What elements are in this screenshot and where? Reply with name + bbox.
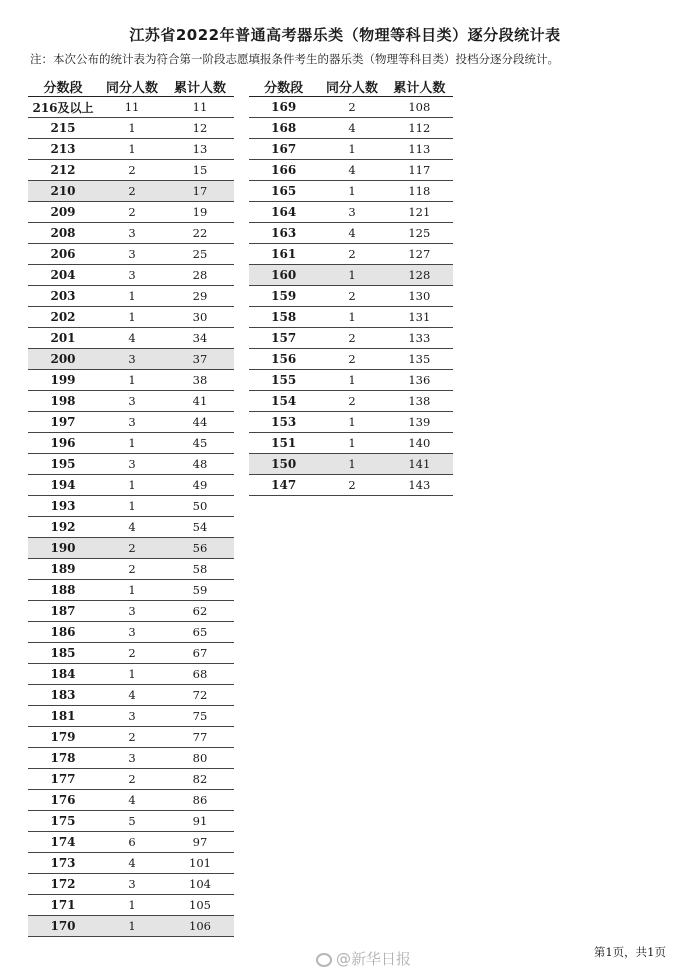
score-cell: 156 xyxy=(249,349,318,370)
table-row xyxy=(28,601,234,622)
count-cell: 3 xyxy=(98,622,166,643)
score-cell: 179 xyxy=(28,727,98,748)
score-cell: 160 xyxy=(249,265,318,286)
table-row xyxy=(28,811,234,832)
score-cell: 157 xyxy=(249,328,318,349)
table-header-row xyxy=(249,76,453,97)
count-cell: 2 xyxy=(318,391,385,412)
count-cell: 4 xyxy=(98,790,166,811)
cumulative-cell: 112 xyxy=(386,118,453,139)
table-row xyxy=(28,139,234,160)
count-cell: 3 xyxy=(98,748,166,769)
table-row xyxy=(28,118,234,139)
score-cell: 216及以上 xyxy=(28,97,98,118)
score-cell: 215 xyxy=(28,118,98,139)
score-cell: 161 xyxy=(249,244,318,265)
score-table-left xyxy=(28,76,234,937)
table-row xyxy=(28,286,234,307)
count-cell: 1 xyxy=(98,664,166,685)
cumulative-cell: 128 xyxy=(386,265,453,286)
cumulative-cell: 28 xyxy=(166,265,234,286)
table-row xyxy=(249,307,453,328)
count-cell: 5 xyxy=(98,811,166,832)
score-cell: 193 xyxy=(28,496,98,517)
table-row xyxy=(28,517,234,538)
table-row xyxy=(28,643,234,664)
count-cell: 1 xyxy=(98,916,166,937)
score-cell: 204 xyxy=(28,265,98,286)
count-cell: 3 xyxy=(98,349,166,370)
table-row xyxy=(249,370,453,391)
cumulative-cell: 48 xyxy=(166,454,234,475)
table-row xyxy=(249,433,453,454)
header-score: 分数段 xyxy=(28,76,98,97)
score-cell: 210 xyxy=(28,181,98,202)
count-cell: 1 xyxy=(98,307,166,328)
cumulative-cell: 29 xyxy=(166,286,234,307)
count-cell: 2 xyxy=(98,160,166,181)
page-number: 第1页，共1页 xyxy=(593,945,666,959)
cumulative-cell: 143 xyxy=(386,475,453,496)
count-cell: 1 xyxy=(98,139,166,160)
score-table-right xyxy=(249,76,453,496)
cumulative-cell: 77 xyxy=(166,727,234,748)
table-row xyxy=(249,412,453,433)
score-cell: 202 xyxy=(28,307,98,328)
score-cell: 147 xyxy=(249,475,318,496)
count-cell: 1 xyxy=(98,118,166,139)
cumulative-cell: 25 xyxy=(166,244,234,265)
score-cell: 200 xyxy=(28,349,98,370)
score-cell: 163 xyxy=(249,223,318,244)
score-cell: 153 xyxy=(249,412,318,433)
cumulative-cell: 133 xyxy=(386,328,453,349)
count-cell: 2 xyxy=(318,349,385,370)
score-cell: 195 xyxy=(28,454,98,475)
score-cell: 175 xyxy=(28,811,98,832)
score-cell: 201 xyxy=(28,328,98,349)
cumulative-cell: 108 xyxy=(386,97,453,118)
cumulative-cell: 34 xyxy=(166,328,234,349)
count-cell: 1 xyxy=(318,181,385,202)
table-row xyxy=(28,349,234,370)
score-cell: 194 xyxy=(28,475,98,496)
cumulative-cell: 106 xyxy=(166,916,234,937)
score-cell: 176 xyxy=(28,790,98,811)
score-cell: 174 xyxy=(28,832,98,853)
cumulative-cell: 49 xyxy=(166,475,234,496)
count-cell: 3 xyxy=(98,412,166,433)
count-cell: 3 xyxy=(98,706,166,727)
table-row xyxy=(249,160,453,181)
cumulative-cell: 67 xyxy=(166,643,234,664)
table-row xyxy=(249,244,453,265)
score-cell: 171 xyxy=(28,895,98,916)
cumulative-cell: 19 xyxy=(166,202,234,223)
score-cell: 185 xyxy=(28,643,98,664)
table-row xyxy=(249,391,453,412)
count-cell: 4 xyxy=(318,160,385,181)
table-row xyxy=(28,391,234,412)
score-cell: 186 xyxy=(28,622,98,643)
table-row xyxy=(249,223,453,244)
cumulative-cell: 62 xyxy=(166,601,234,622)
count-cell: 2 xyxy=(318,286,385,307)
score-cell: 169 xyxy=(249,97,318,118)
header-cumulative: 累计人数 xyxy=(166,76,234,97)
table-row xyxy=(249,328,453,349)
count-cell: 1 xyxy=(318,265,385,286)
cumulative-cell: 86 xyxy=(166,790,234,811)
score-cell: 209 xyxy=(28,202,98,223)
header-count: 同分人数 xyxy=(98,76,166,97)
count-cell: 3 xyxy=(98,265,166,286)
count-cell: 4 xyxy=(318,118,385,139)
score-cell: 150 xyxy=(249,454,318,475)
cumulative-cell: 130 xyxy=(386,286,453,307)
cumulative-cell: 113 xyxy=(386,139,453,160)
table-row xyxy=(28,496,234,517)
cumulative-cell: 97 xyxy=(166,832,234,853)
score-cell: 208 xyxy=(28,223,98,244)
count-cell: 2 xyxy=(98,727,166,748)
count-cell: 1 xyxy=(98,475,166,496)
table-row xyxy=(28,265,234,286)
score-cell: 184 xyxy=(28,664,98,685)
count-cell: 2 xyxy=(98,769,166,790)
score-cell: 212 xyxy=(28,160,98,181)
cumulative-cell: 127 xyxy=(386,244,453,265)
table-row xyxy=(249,349,453,370)
score-cell: 177 xyxy=(28,769,98,790)
cumulative-cell: 22 xyxy=(166,223,234,244)
table-row xyxy=(28,202,234,223)
count-cell: 1 xyxy=(98,433,166,454)
table-row xyxy=(28,916,234,937)
cumulative-cell: 13 xyxy=(166,139,234,160)
table-row xyxy=(28,790,234,811)
table-row xyxy=(249,118,453,139)
score-cell: 155 xyxy=(249,370,318,391)
header-cumulative: 累计人数 xyxy=(386,76,453,97)
table-row xyxy=(28,559,234,580)
count-cell: 1 xyxy=(98,370,166,391)
score-cell: 196 xyxy=(28,433,98,454)
count-cell: 3 xyxy=(98,454,166,475)
count-cell: 2 xyxy=(318,475,385,496)
count-cell: 2 xyxy=(98,181,166,202)
cumulative-cell: 138 xyxy=(386,391,453,412)
count-cell: 6 xyxy=(98,832,166,853)
count-cell: 4 xyxy=(98,517,166,538)
table-row xyxy=(28,454,234,475)
score-cell: 203 xyxy=(28,286,98,307)
count-cell: 4 xyxy=(98,853,166,874)
score-cell: 170 xyxy=(28,916,98,937)
count-cell: 1 xyxy=(318,370,385,391)
cumulative-cell: 59 xyxy=(166,580,234,601)
cumulative-cell: 41 xyxy=(166,391,234,412)
table-row xyxy=(28,853,234,874)
score-cell: 188 xyxy=(28,580,98,601)
cumulative-cell: 91 xyxy=(166,811,234,832)
table-row xyxy=(28,685,234,706)
count-cell: 3 xyxy=(318,202,385,223)
table-row xyxy=(28,244,234,265)
score-cell: 187 xyxy=(28,601,98,622)
cumulative-cell: 17 xyxy=(166,181,234,202)
cumulative-cell: 45 xyxy=(166,433,234,454)
table-row xyxy=(28,874,234,895)
table-row xyxy=(28,475,234,496)
count-cell: 3 xyxy=(98,223,166,244)
score-cell: 192 xyxy=(28,517,98,538)
score-cell: 164 xyxy=(249,202,318,223)
score-cell: 198 xyxy=(28,391,98,412)
cumulative-cell: 135 xyxy=(386,349,453,370)
score-cell: 189 xyxy=(28,559,98,580)
score-cell: 183 xyxy=(28,685,98,706)
cumulative-cell: 44 xyxy=(166,412,234,433)
cumulative-cell: 101 xyxy=(166,853,234,874)
cumulative-cell: 139 xyxy=(386,412,453,433)
count-cell: 2 xyxy=(318,97,385,118)
cumulative-cell: 11 xyxy=(166,97,234,118)
cumulative-cell: 117 xyxy=(386,160,453,181)
cumulative-cell: 131 xyxy=(386,307,453,328)
table-row xyxy=(249,265,453,286)
count-cell: 3 xyxy=(98,874,166,895)
table-note: 注：本次公布的统计表为符合第一阶段志愿填报条件考生的器乐类（物理等科目类）投档分逐分段统计。 xyxy=(30,52,559,66)
cumulative-cell: 104 xyxy=(166,874,234,895)
table-row xyxy=(28,160,234,181)
table-row xyxy=(28,832,234,853)
weibo-icon xyxy=(316,953,332,967)
table-row xyxy=(28,706,234,727)
cumulative-cell: 80 xyxy=(166,748,234,769)
cumulative-cell: 72 xyxy=(166,685,234,706)
table-row xyxy=(249,475,453,496)
count-cell: 3 xyxy=(98,391,166,412)
count-cell: 1 xyxy=(318,433,385,454)
score-cell: 168 xyxy=(249,118,318,139)
table-row xyxy=(28,538,234,559)
score-cell: 159 xyxy=(249,286,318,307)
table-row xyxy=(28,328,234,349)
count-cell: 1 xyxy=(318,307,385,328)
header-count: 同分人数 xyxy=(318,76,385,97)
cumulative-cell: 38 xyxy=(166,370,234,391)
table-header-row xyxy=(28,76,234,97)
table-row xyxy=(249,97,453,118)
count-cell: 1 xyxy=(98,496,166,517)
count-cell: 1 xyxy=(318,412,385,433)
count-cell: 2 xyxy=(98,559,166,580)
table-row xyxy=(28,622,234,643)
cumulative-cell: 68 xyxy=(166,664,234,685)
cumulative-cell: 75 xyxy=(166,706,234,727)
cumulative-cell: 125 xyxy=(386,223,453,244)
cumulative-cell: 141 xyxy=(386,454,453,475)
table-row xyxy=(28,727,234,748)
table-row xyxy=(28,181,234,202)
count-cell: 4 xyxy=(318,223,385,244)
cumulative-cell: 15 xyxy=(166,160,234,181)
score-cell: 197 xyxy=(28,412,98,433)
header-score: 分数段 xyxy=(249,76,318,97)
table-row xyxy=(249,181,453,202)
count-cell: 3 xyxy=(98,244,166,265)
table-row xyxy=(28,370,234,391)
score-cell: 206 xyxy=(28,244,98,265)
table-row xyxy=(28,433,234,454)
table-row xyxy=(249,139,453,160)
count-cell: 4 xyxy=(98,328,166,349)
count-cell: 1 xyxy=(98,895,166,916)
count-cell: 3 xyxy=(98,601,166,622)
count-cell: 1 xyxy=(318,454,385,475)
score-cell: 199 xyxy=(28,370,98,391)
count-cell: 4 xyxy=(98,685,166,706)
cumulative-cell: 54 xyxy=(166,517,234,538)
score-cell: 158 xyxy=(249,307,318,328)
score-cell: 173 xyxy=(28,853,98,874)
watermark-text: @新华日报 xyxy=(336,950,412,968)
count-cell: 11 xyxy=(98,97,166,118)
table-row xyxy=(28,664,234,685)
score-cell: 213 xyxy=(28,139,98,160)
table-row xyxy=(249,202,453,223)
count-cell: 1 xyxy=(318,139,385,160)
page-title: 江苏省2022年普通高考器乐类（物理等科目类）逐分段统计表 xyxy=(129,26,561,44)
cumulative-cell: 136 xyxy=(386,370,453,391)
table-row xyxy=(28,412,234,433)
count-cell: 2 xyxy=(318,244,385,265)
table-row xyxy=(28,895,234,916)
score-cell: 178 xyxy=(28,748,98,769)
cumulative-cell: 65 xyxy=(166,622,234,643)
table-row xyxy=(28,769,234,790)
table-row xyxy=(249,454,453,475)
count-cell: 2 xyxy=(98,202,166,223)
score-cell: 165 xyxy=(249,181,318,202)
score-cell: 154 xyxy=(249,391,318,412)
watermark xyxy=(316,948,411,969)
table-row xyxy=(28,307,234,328)
cumulative-cell: 37 xyxy=(166,349,234,370)
score-cell: 172 xyxy=(28,874,98,895)
score-cell: 166 xyxy=(249,160,318,181)
cumulative-cell: 82 xyxy=(166,769,234,790)
table-row xyxy=(28,580,234,601)
count-cell: 2 xyxy=(318,328,385,349)
cumulative-cell: 50 xyxy=(166,496,234,517)
table-row xyxy=(28,748,234,769)
cumulative-cell: 105 xyxy=(166,895,234,916)
cumulative-cell: 118 xyxy=(386,181,453,202)
count-cell: 2 xyxy=(98,643,166,664)
cumulative-cell: 121 xyxy=(386,202,453,223)
cumulative-cell: 58 xyxy=(166,559,234,580)
score-cell: 181 xyxy=(28,706,98,727)
table-row xyxy=(28,97,234,118)
cumulative-cell: 56 xyxy=(166,538,234,559)
cumulative-cell: 30 xyxy=(166,307,234,328)
count-cell: 2 xyxy=(98,538,166,559)
cumulative-cell: 12 xyxy=(166,118,234,139)
score-cell: 167 xyxy=(249,139,318,160)
table-row xyxy=(28,223,234,244)
score-cell: 190 xyxy=(28,538,98,559)
cumulative-cell: 140 xyxy=(386,433,453,454)
count-cell: 1 xyxy=(98,286,166,307)
table-row xyxy=(249,286,453,307)
count-cell: 1 xyxy=(98,580,166,601)
score-cell: 151 xyxy=(249,433,318,454)
